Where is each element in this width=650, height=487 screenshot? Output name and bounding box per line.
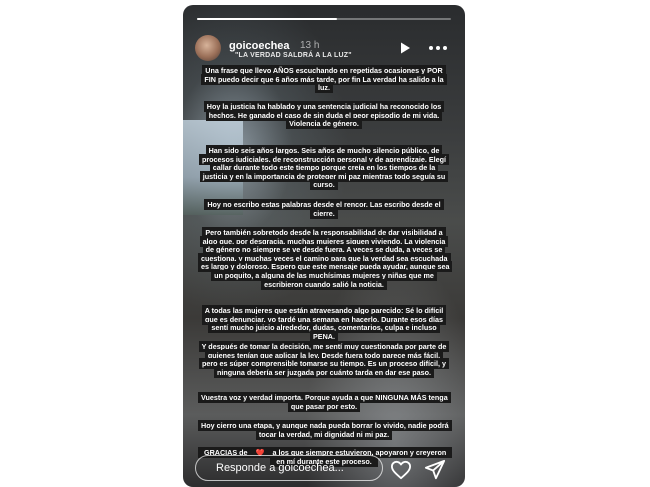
text-block: Han sido seis años largos. Seis años de mucho silencio público, de procesos judiciales, de reconstrucción personal y de aprendizaje. Elegí callar durante todo este tiempo porque creía en los tiempos de la justicia y en la importancia de proteger mi paz mientras todo seguía su curso. [198, 147, 450, 190]
story-progress-bar [197, 18, 451, 20]
text-block: Y después de tomar la decisión, me sentí muy cuestionada por parte de quienes tenían que aplicar la ley. Desde fuera todo parece más fácil, pero es súper comprensible tomarse su tiempo. Es un proceso difícil, y ninguna debería ser juzgada por cuánto tarda en dar ese paso. [198, 343, 450, 377]
story-header [195, 35, 453, 67]
send-icon[interactable] [424, 459, 446, 481]
reply-placeholder: Responde a goicoechea... [216, 462, 344, 474]
story-progress-fill [197, 18, 337, 20]
text-block: A todas las mujeres que están atravesando algo parecido: Sé lo difícil que es denunciar, yo tardé una semana en hacerlo. Durante esos días sentí mucho juicio alrededor, dudas, comentarios, culpa e incluso PENA. [198, 307, 450, 341]
post-time: 13 h [300, 40, 320, 51]
text-block: Hoy no escribo estas palabras desde el rencor. Las escribo desde el cierre. [198, 201, 450, 218]
text-block: Vuestra voz y verdad importa. Porque ayuda a que NINGUNA MÁS tenga que pasar por esto. [198, 394, 450, 411]
text-block: Pero también sobretodo desde la responsabilidad de dar visibilidad a algo que, por desgracia, muchas mujeres siguen viviendo. La violencia de género no siempre se ve desde fuera. A veces se duda, a veces se cuestiona, y muchas veces el camino para que la verdad sea escuchada es largo y doloroso. Espero que este mensaje pueda ayudar, aunque sea un poquito, a alguna de las muchísimas mujeres y niñas que me escribieron cuando salió la noticia. [198, 229, 450, 289]
text-block: Hoy la justicia ha hablado y una sentencia judicial ha reconocido los hechos. He ganado el caso de sin duda el peor episodio de mi vida. Violencia de género. [198, 103, 450, 129]
header-overlay-text: "LA VERDAD SALDRÁ A LA LUZ" [235, 52, 352, 59]
heart-icon[interactable] [390, 460, 412, 480]
reply-input[interactable] [195, 455, 383, 481]
more-horizontal-icon[interactable] [427, 41, 449, 55]
text-block: GRACIAS de ❤️ a los que siempre estuvieron, apoyaron y creyeron en mí durante este proceso. [198, 449, 450, 466]
heart-emoji: ❤️ [253, 447, 268, 458]
text-block: Hoy cierro una etapa, y aunque nada pueda borrar lo vivido, nadie podrá tocar la verdad, mi dignidad ni mi paz. [198, 422, 450, 439]
play-icon[interactable] [398, 41, 412, 55]
text-block: Una frase que llevo AÑOS escuchando en repetidas ocasiones y POR FIN puedo decir que 6 años más tarde, por fin La verdad ha salido a la luz. [198, 67, 450, 93]
username[interactable]: goicoechea [229, 40, 290, 52]
story-viewer[interactable] [183, 5, 465, 487]
avatar[interactable] [195, 35, 221, 61]
